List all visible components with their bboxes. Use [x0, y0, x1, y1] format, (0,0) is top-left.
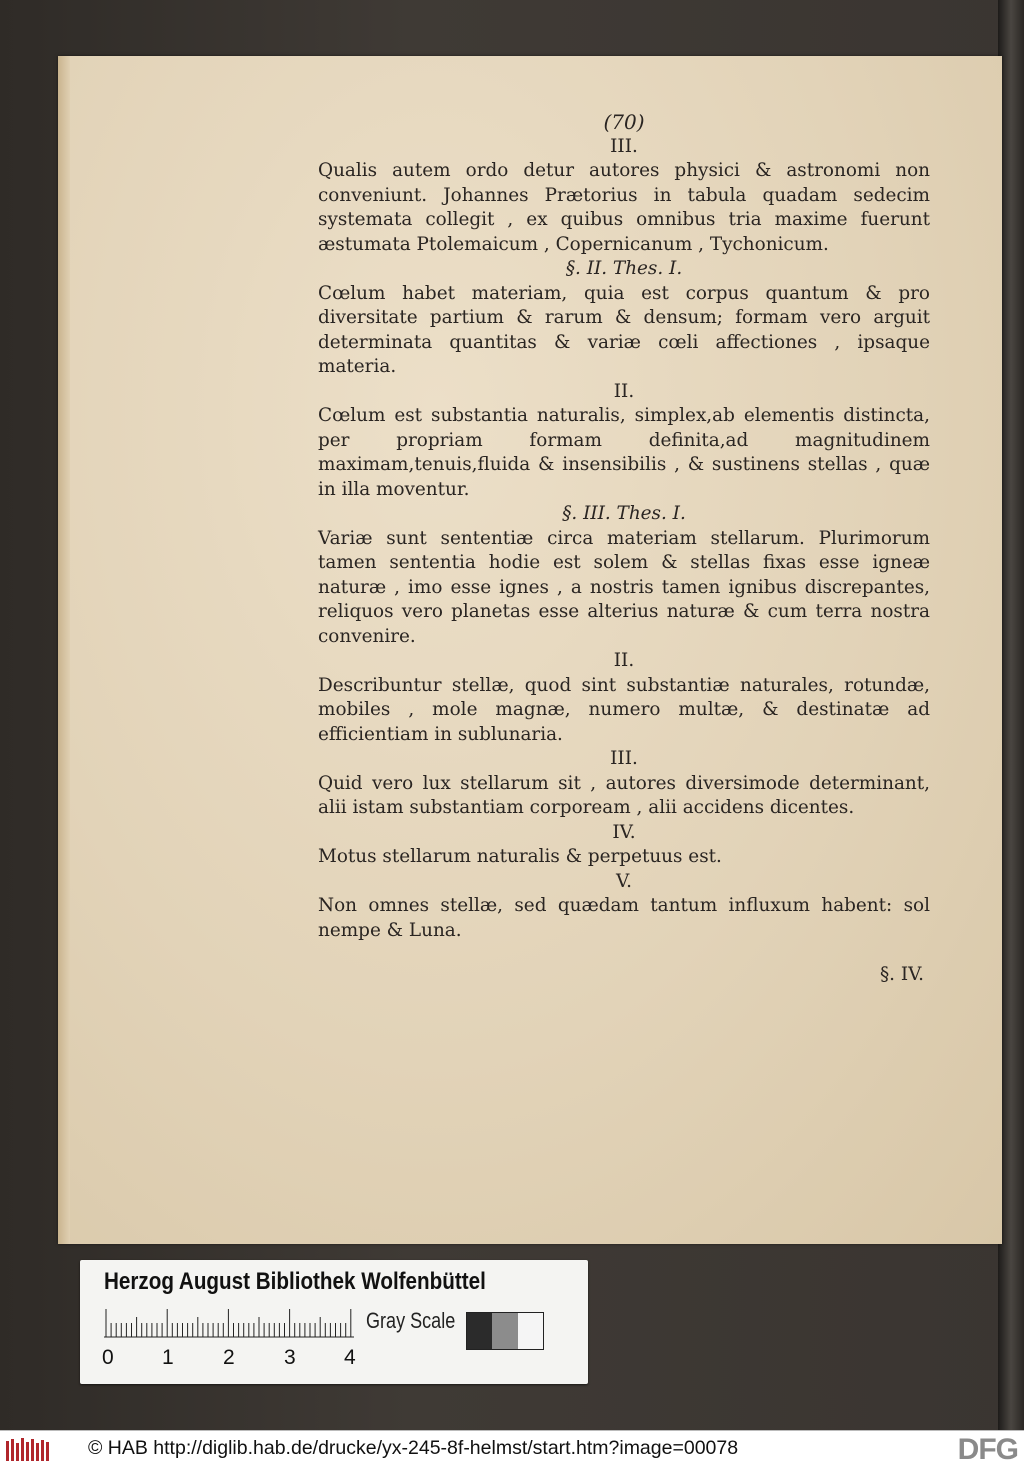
footer-bar: [0, 1430, 1024, 1468]
dfg-logo: DFG: [957, 1433, 1018, 1466]
page-text: [318, 110, 930, 988]
section-heading: V.: [616, 870, 632, 892]
color-scale-target: [80, 1260, 588, 1384]
page-edge-shadow: [58, 56, 70, 1244]
paragraph: Qualis autem ordo detur autores physici & astronomi non conveniunt. Johannes Prætorius in tabula quadam sedecim systemata collegit , ex quibus omnibus tria maxime fuerunt æstumata Ptolemaicum , Copernicanum , Tychonicum.: [318, 160, 930, 255]
paragraph: Quid vero lux stellarum sit , autores diversimode determinant, alii istam substantiam corpoream , alii accidens dicentes.: [318, 772, 930, 818]
ruler-number: 2: [223, 1346, 235, 1369]
gray-scale-label: Gray Scale: [366, 1308, 456, 1333]
ruler-number: 4: [344, 1346, 356, 1369]
paragraph: Cœlum est substantia naturalis, simplex,ab elementis distincta, per propriam formam definita,ad magnitudinem maximam,tenuis,fluida & insensibilis , & sustinens stellas , quæ in illa moventur.: [318, 405, 930, 500]
ruler-number: 0: [102, 1346, 114, 1369]
credit-url-link[interactable]: © HAB http://diglib.hab.de/drucke/yx-245-8f-helmst/start.htm?image=00078: [88, 1437, 739, 1459]
section-heading: III.: [610, 748, 638, 769]
library-title: Herzog August Bibliothek Wolfenbüttel: [104, 1268, 486, 1295]
swatch-light: [518, 1313, 543, 1349]
paragraph: Variæ sunt sententiæ circa materiam stellarum. Plurimorum tamen sententia hodie est solem & stellas fixas esse igneæ naturæ , imo esse ignes , a nostris tamen ignibus discrepantes, reliquos vero planetas esse alterius naturæ & cum terra nostra convenire.: [318, 527, 930, 647]
paragraph: Describuntur stellæ, quod sint substantiæ naturales, rotundæ, mobiles , mole magnæ, numero multæ, & destinatæ ad efficientiam in sublunaria.: [318, 674, 930, 745]
section-heading: §. III. Thes. I.: [562, 503, 686, 524]
paragraph: Non omnes stellæ, sed quædam tantum influxum habent: sol nempe & Luna.: [318, 895, 930, 941]
paragraph: Cœlum habet materiam, quia est corpus quantum & pro diversitate partium & rarum & densum; formam vero arguit determinata quantitas & variæ cœli affectiones , ipsaque materia.: [318, 282, 930, 377]
page-number: (70): [603, 110, 645, 134]
section-heading: III.: [610, 135, 638, 157]
ruler-number: 1: [162, 1346, 174, 1369]
gray-scale-swatches: [466, 1312, 544, 1350]
hab-logo-icon: [6, 1437, 50, 1463]
section-heading: §. II. Thes. I.: [565, 258, 683, 279]
swatch-dark: [467, 1313, 492, 1349]
ruler-icon: [104, 1308, 354, 1338]
section-heading: IV.: [612, 821, 636, 843]
catchword: §. IV.: [879, 964, 924, 985]
ruler-number: 3: [284, 1346, 296, 1369]
ruler-numbers: [102, 1346, 362, 1376]
swatch-mid: [492, 1313, 517, 1349]
paragraph: Motus stellarum naturalis & perpetuus est.: [318, 846, 722, 867]
section-heading: II.: [613, 380, 635, 402]
section-heading: II.: [613, 650, 635, 671]
